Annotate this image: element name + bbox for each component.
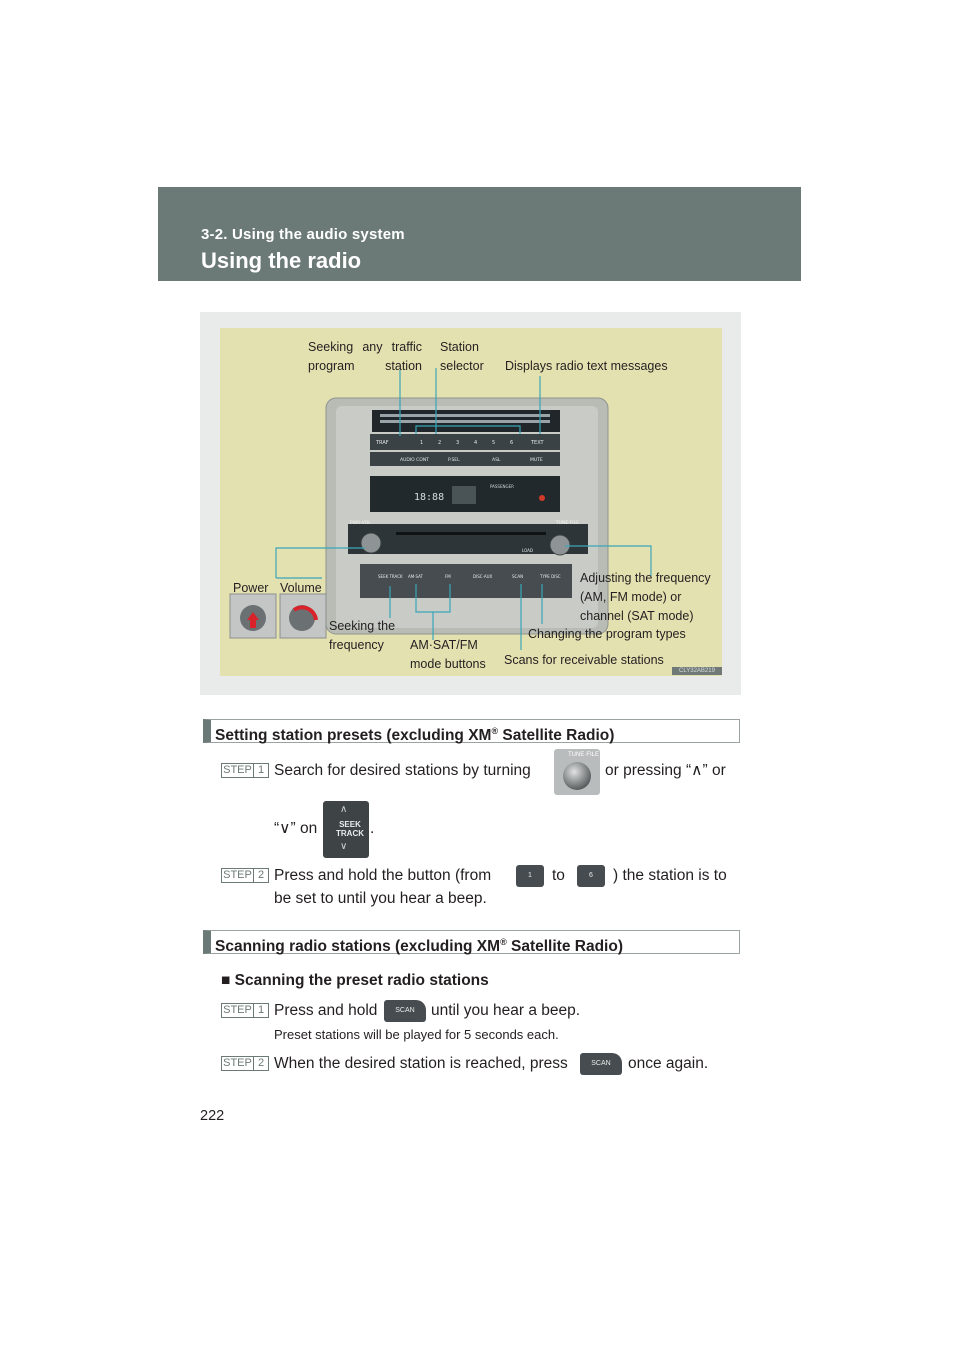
svg-text:1: 1 [420,440,424,446]
page-title: Using the radio [201,248,362,273]
subheading-scanning-presets: ■ Scanning the preset radio stations [221,972,489,989]
svg-text:AUDIO CONT: AUDIO CONT [400,458,429,463]
tune-file-knob-icon: TUNE·FILE [554,749,600,795]
scan-step-2-text-b: once again. [628,1055,709,1072]
scan-step-2-badge: STEP 2 [221,1056,269,1071]
svg-text:ASL: ASL [492,458,501,463]
svg-text:TYPE DISC: TYPE DISC [540,574,561,579]
figure-id: CLY32AB219 [672,667,722,675]
label-power: Power [233,581,269,595]
svg-text:2: 2 [438,440,442,446]
step-2-text-d: be set to until you hear a beep. [274,890,487,907]
svg-text:6: 6 [510,440,514,446]
scan-step-1-note: Preset stations will be played for 5 seconds each. [274,1027,559,1042]
svg-text:P.SEL: P.SEL [448,458,460,463]
scan-step-2-text-a: When the desired station is reached, press [274,1055,568,1072]
svg-text:5: 5 [492,440,496,446]
svg-text:MUTE: MUTE [530,458,543,463]
chapter-header [158,187,801,281]
label-seeking-traffic: Seeking any traffic program station [308,340,422,373]
step-1-text-b: or pressing “∧” or [605,762,726,779]
label-station-selector: Station selector [440,340,484,373]
preset-6-button-icon: 6 [577,865,605,887]
svg-text:TUNE·FILE: TUNE·FILE [556,521,579,526]
page-number: 222 [200,1108,225,1124]
svg-text:SCAN: SCAN [512,574,524,579]
step-2-badge: STEP 2 [221,868,269,883]
label-am-sat-fm: AM·SAT/FM mode buttons [410,638,486,671]
step-1-badge: STEP 1 [221,763,269,778]
step-2-text-c: ) the station is to [613,867,727,884]
step-1-text-d: . [370,820,375,837]
svg-text:PWR·VOL: PWR·VOL [350,521,371,526]
traf-key: TRAF [376,440,389,446]
step-1-text-c: “∨” on [274,820,318,837]
section-heading-scanning: Scanning radio stations (excluding XM® Satellite Radio) [203,930,740,954]
svg-text:PASSENGER: PASSENGER [490,484,514,489]
label-displays-text: Displays radio text messages [505,359,668,373]
label-adjusting: Adjusting the frequency (AM, FM mode) or channel (SAT mode) [580,571,711,623]
scan-step-1-text-a: Press and hold [274,1002,378,1019]
scan-button-icon: SCAN [384,1000,426,1022]
svg-text:TEXT: TEXT [531,440,544,446]
scan-step-1-text-b: until you hear a beep. [431,1002,581,1019]
seek-track-button-icon: ∧ SEEK TRACK ∨ [323,801,369,858]
step-2-text-b: to [552,867,565,884]
label-volume: Volume [280,581,322,595]
svg-text:DISC·AUX: DISC·AUX [473,574,493,579]
svg-text:AM·SAT: AM·SAT [408,574,423,579]
svg-text:FM: FM [445,574,451,579]
svg-text:4: 4 [474,440,478,446]
scan-button-icon-2: SCAN [580,1053,622,1075]
section-label: 3-2. Using the audio system [201,226,405,243]
label-seeking-frequency: Seeking the frequency [329,619,396,652]
label-changing-types: Changing the program types [528,627,686,641]
svg-text:3: 3 [456,440,460,446]
svg-text:SEEK TRACK: SEEK TRACK [378,574,403,579]
scan-step-1-badge: STEP 1 [221,1003,269,1018]
label-scans: Scans for receivable stations [504,653,664,667]
svg-text:18:88: 18:88 [414,492,445,503]
preset-1-button-icon: 1 [516,865,544,887]
svg-text:LOAD: LOAD [522,548,533,553]
step-1-text-a: Search for desired stations by turning [274,762,531,779]
step-2-text-a: Press and hold the button (from [274,867,492,884]
section-heading-presets: Setting station presets (excluding XM® Satellite Radio) [203,719,740,743]
